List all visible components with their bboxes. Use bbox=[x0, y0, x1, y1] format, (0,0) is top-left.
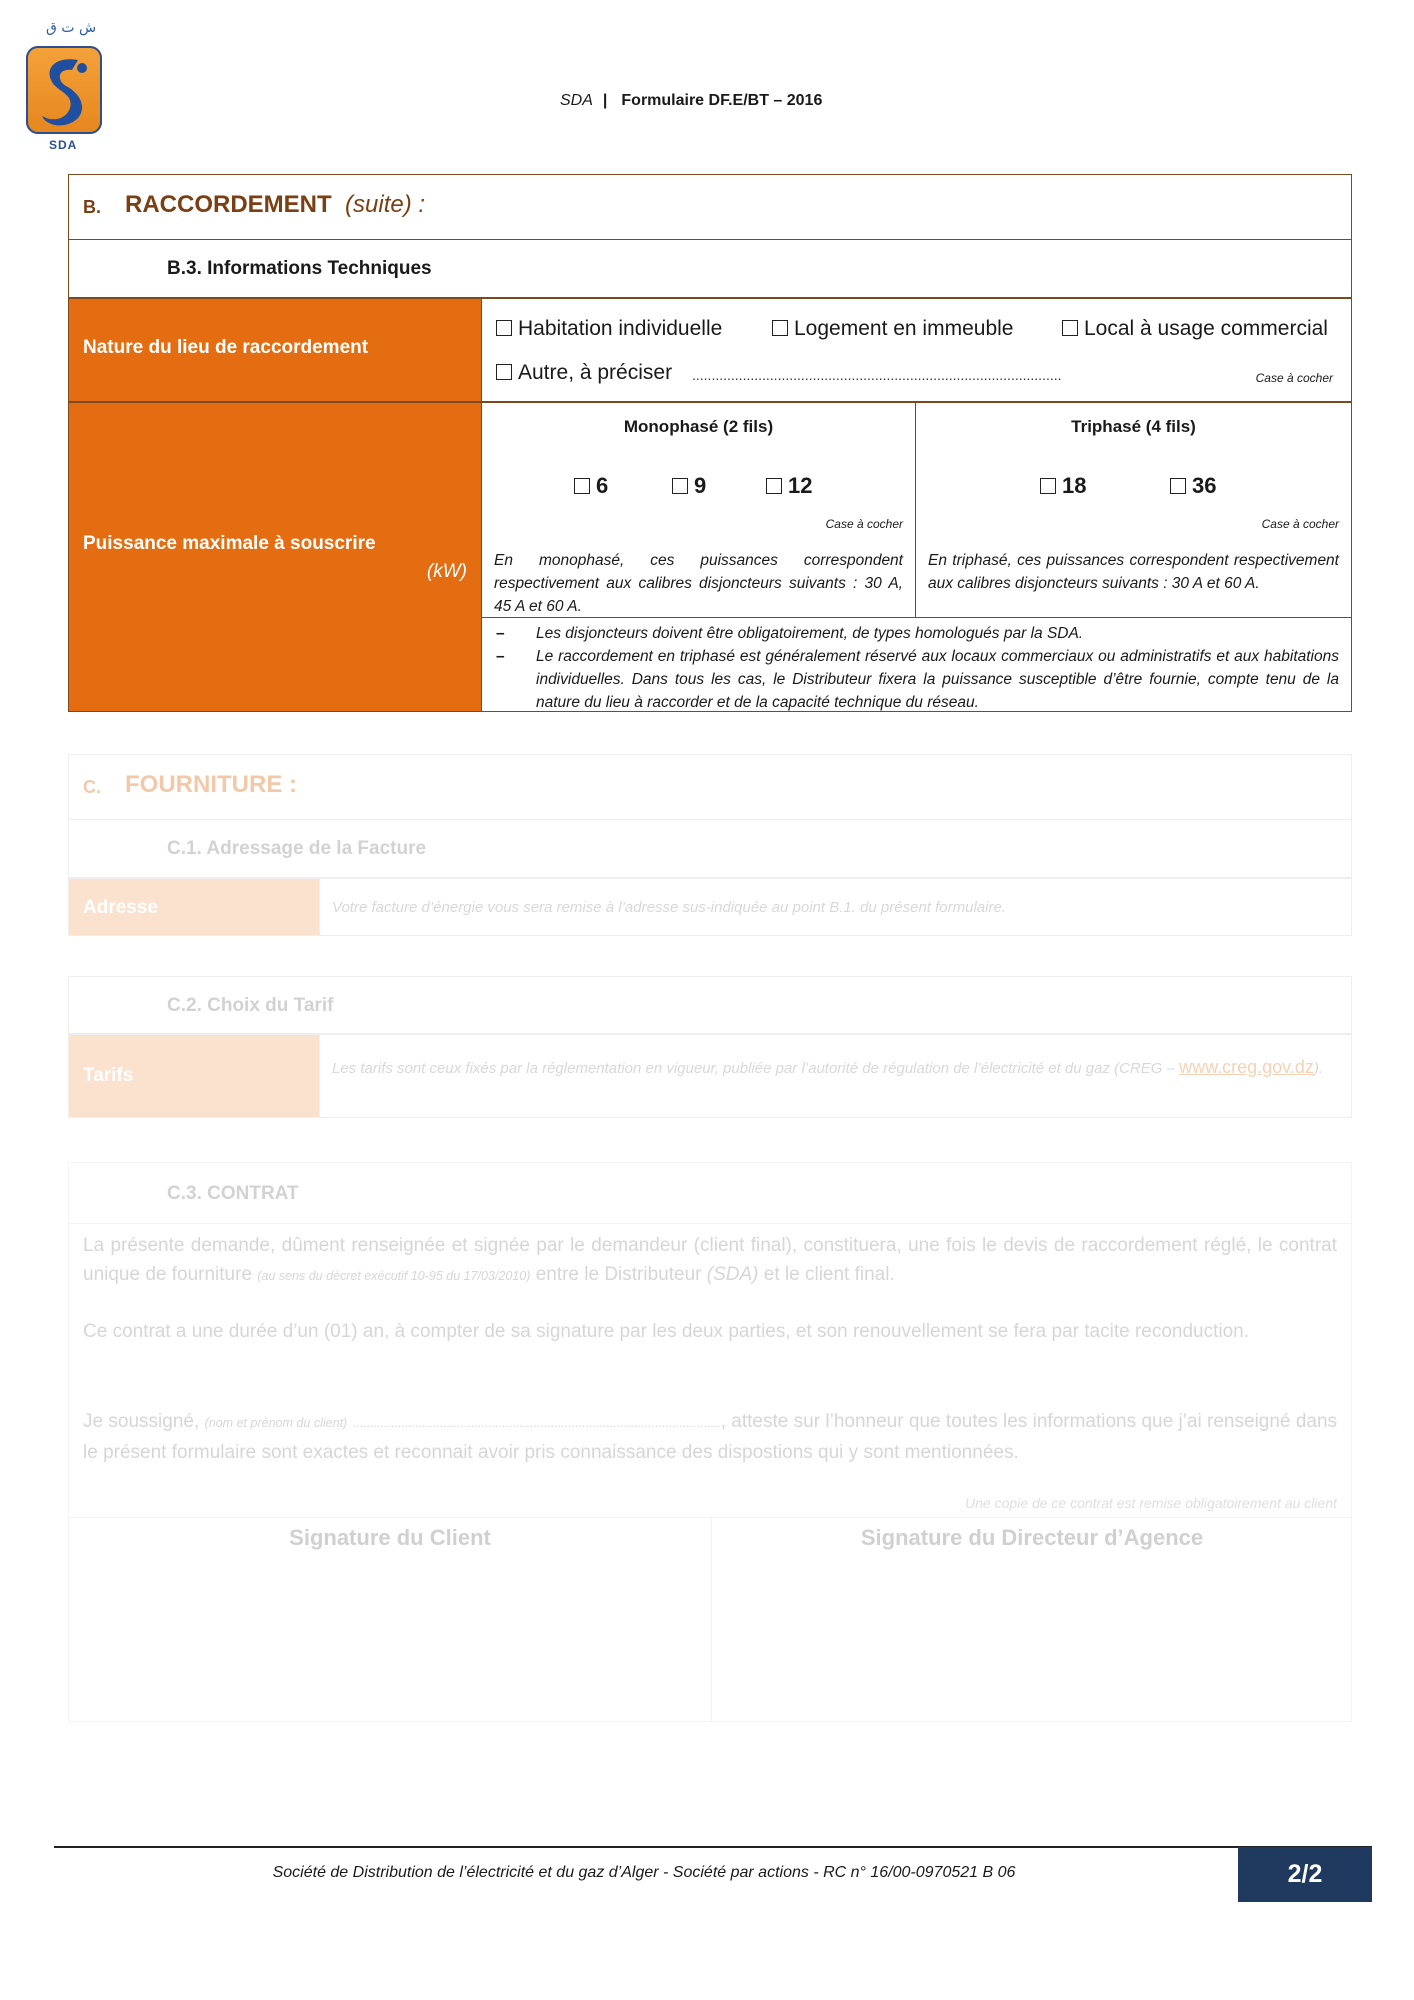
contract-paragraph-2: Ce contrat a une durée d’un (01) an, à compter de sa signature par les deux parties, et son renouvellement se fera par tacite reconduction. bbox=[83, 1321, 1250, 1342]
checkbox-icon[interactable] bbox=[772, 320, 788, 336]
contract-text: entre le Distributeur bbox=[535, 1264, 702, 1285]
triphase-cell bbox=[916, 402, 1352, 618]
sda-logo bbox=[24, 20, 108, 155]
divider bbox=[69, 1223, 1351, 1224]
checkbox-habitation[interactable] bbox=[496, 317, 722, 341]
section-c1-subtitle: C.1. Adressage de la Facture bbox=[167, 838, 427, 859]
header-company: SDA bbox=[560, 92, 593, 109]
checkbox-mono-6[interactable] bbox=[574, 473, 608, 499]
checkbox-icon[interactable] bbox=[672, 478, 688, 494]
triphase-hint: Case à cocher bbox=[1261, 517, 1339, 531]
checkbox-label: 9 bbox=[694, 473, 707, 498]
contract-copy-note: Une copie de ce contrat est remise obligatoirement au client bbox=[965, 1495, 1337, 1511]
section-c2-subtitle-row bbox=[68, 976, 1352, 1034]
checkbox-label: Habitation individuelle bbox=[518, 317, 723, 340]
puissance-label-cell bbox=[68, 402, 482, 712]
checkbox-icon[interactable] bbox=[1040, 478, 1056, 494]
logo-s-icon bbox=[26, 46, 102, 134]
contract-text: et le client final. bbox=[763, 1264, 895, 1285]
tarifs-value-cell bbox=[320, 1034, 1352, 1118]
header-separator: | bbox=[602, 92, 608, 109]
signature-client-label: Signature du Client bbox=[289, 1525, 491, 1550]
checkbox-local-commercial[interactable] bbox=[1062, 317, 1328, 341]
checkbox-label: Logement en immeuble bbox=[794, 317, 1014, 340]
section-c-heading: FOURNITURE : bbox=[125, 771, 297, 798]
section-b-title-text: RACCORDEMENT bbox=[125, 191, 332, 218]
checkbox-icon[interactable] bbox=[766, 478, 782, 494]
checkbox-tri-36[interactable] bbox=[1170, 473, 1216, 499]
divider bbox=[69, 1517, 1351, 1518]
nature-label: Nature du lieu de raccordement bbox=[83, 337, 369, 358]
checkbox-icon[interactable] bbox=[1062, 320, 1078, 336]
checkbox-label: Local à usage commercial bbox=[1084, 317, 1328, 340]
nature-hint: Case à cocher bbox=[1255, 371, 1333, 385]
checkbox-icon[interactable] bbox=[496, 320, 512, 336]
checkbox-label: Autre, à préciser bbox=[518, 361, 673, 384]
checkbox-icon[interactable] bbox=[574, 478, 590, 494]
puissance-unit: (kW) bbox=[426, 561, 467, 582]
logo-emblem bbox=[26, 46, 102, 134]
triphase-title: Triphasé (4 fils) bbox=[1071, 417, 1196, 436]
checkbox-logement[interactable] bbox=[772, 317, 1013, 341]
tarifs-text-body: Les tarifs sont ceux fixés par la réglementation en vigueur, publiée par l’autorité de régulation de l’électricité et du gaz (CREG – bbox=[332, 1060, 1175, 1077]
attestation-text: , atteste sur l’honneur que toutes les informations que j’ai renseigné dans le présent formulaire sont exactes et reconnait avoir pris connaissance des dispostions qui y sont mentionnées. bbox=[83, 1411, 1338, 1463]
document-header bbox=[560, 92, 822, 110]
footer-company-info: Société de Distribution de l’électricité et du gaz d’Alger - Société par actions - RC n° 16/00-0970521 B 06 bbox=[272, 1864, 1016, 1881]
header-form-ref: Formulaire DF.E/BT – 2016 bbox=[621, 92, 823, 109]
logo-label: SDA bbox=[49, 138, 78, 152]
list-item: – Le raccordement en triphasé est généralement réservé aux locaux commerciaux ou administratifs et aux habitations individuelles. Dans tous les cas, le Distributeur fixera la puissance susceptible d’être fournie, compte tenu de la nature du lieu à raccorder et de la capacité technique du réseau. bbox=[492, 645, 1339, 714]
puissance-notes-list bbox=[492, 622, 1339, 714]
checkbox-icon[interactable] bbox=[496, 364, 512, 380]
adresse-value-cell bbox=[320, 878, 1352, 936]
footer-divider bbox=[54, 1846, 1372, 1848]
section-c2-subtitle: C.2. Choix du Tarif bbox=[167, 995, 334, 1016]
checkbox-label: 12 bbox=[788, 473, 813, 498]
monophase-hint: Case à cocher bbox=[825, 517, 903, 531]
section-b-heading bbox=[125, 191, 425, 219]
checkbox-tri-18[interactable] bbox=[1040, 473, 1086, 499]
section-b3-subtitle-row bbox=[68, 240, 1352, 298]
tarifs-label: Tarifs bbox=[83, 1065, 134, 1086]
adresse-label-cell bbox=[68, 878, 320, 936]
tarifs-text-end: ). bbox=[1313, 1060, 1324, 1077]
contract-sda: (SDA) bbox=[706, 1264, 759, 1285]
puissance-label: Puissance maximale à souscrire bbox=[83, 533, 376, 554]
adresse-label: Adresse bbox=[83, 897, 158, 918]
contract-paragraph-1 bbox=[83, 1231, 1337, 1291]
page-number: 2/2 bbox=[1238, 1847, 1372, 1902]
section-b3-subtitle: B.3. Informations Techniques bbox=[167, 258, 432, 279]
list-item: – Les disjoncteurs doivent être obligatoirement, de types homologués par la SDA. bbox=[492, 622, 1339, 645]
contract-decree-ref: (au sens du décret exécutif 10-95 du 17/03/2010) bbox=[257, 1269, 531, 1283]
contract-attestation bbox=[83, 1407, 1337, 1467]
section-c1-subtitle-row bbox=[68, 820, 1352, 878]
monophase-cell bbox=[482, 402, 916, 618]
section-c-title bbox=[68, 754, 1352, 820]
contract-text: La présente demande, dûment renseignée et signée par le demandeur (client final), constituera, une fois le devis de raccordement réglé, le contrat unique de fourniture bbox=[83, 1235, 1337, 1285]
monophase-note: En monophasé, ces puissances correspondent respectivement aux calibres disjoncteurs suivants : 30 A, 45 A et 60 A. bbox=[494, 552, 903, 615]
checkbox-autre[interactable] bbox=[496, 361, 672, 385]
triphase-note: En triphasé, ces puissances correspondent respectivement aux calibres disjoncteurs suivants : 30 A et 60 A. bbox=[928, 552, 1339, 592]
nature-options-cell bbox=[482, 298, 1352, 402]
nature-label-cell bbox=[68, 298, 482, 402]
client-name-fill-line[interactable]: .......................................................................................................... bbox=[352, 1416, 721, 1430]
checkbox-icon[interactable] bbox=[1170, 478, 1186, 494]
section-b-title bbox=[68, 174, 1352, 240]
checkbox-label: 36 bbox=[1192, 473, 1217, 498]
attestation-text: Je soussigné, bbox=[83, 1411, 200, 1432]
creg-link[interactable]: www.creg.gov.dz bbox=[1179, 1057, 1314, 1077]
adresse-value: Votre facture d’énergie vous sera remise à l’adresse sus-indiquée au point B.1. du présent formulaire. bbox=[332, 899, 1006, 916]
checkbox-label: 18 bbox=[1062, 473, 1087, 498]
signature-director-label: Signature du Directeur d’Agence bbox=[860, 1525, 1204, 1550]
section-c-letter: C. bbox=[83, 777, 101, 797]
logo-arabic-text: ش ت ق bbox=[46, 20, 97, 36]
monophase-title: Monophasé (2 fils) bbox=[623, 417, 774, 436]
section-c3-contract bbox=[68, 1162, 1352, 1722]
checkbox-mono-12[interactable] bbox=[766, 473, 812, 499]
tarifs-label-cell bbox=[68, 1034, 320, 1118]
section-b-letter: B. bbox=[83, 197, 101, 217]
autre-fill-line[interactable]: ............................................................................................... bbox=[692, 367, 1062, 383]
tarifs-text bbox=[332, 1053, 1339, 1083]
checkbox-mono-9[interactable] bbox=[672, 473, 706, 499]
puissance-notes-cell bbox=[482, 618, 1352, 712]
section-c3-subtitle: C.3. CONTRAT bbox=[167, 1183, 299, 1204]
attestation-hint: (nom et prénom du client) bbox=[204, 1416, 348, 1430]
section-b-suffix: (suite) : bbox=[345, 191, 426, 218]
checkbox-label: 6 bbox=[596, 473, 609, 498]
